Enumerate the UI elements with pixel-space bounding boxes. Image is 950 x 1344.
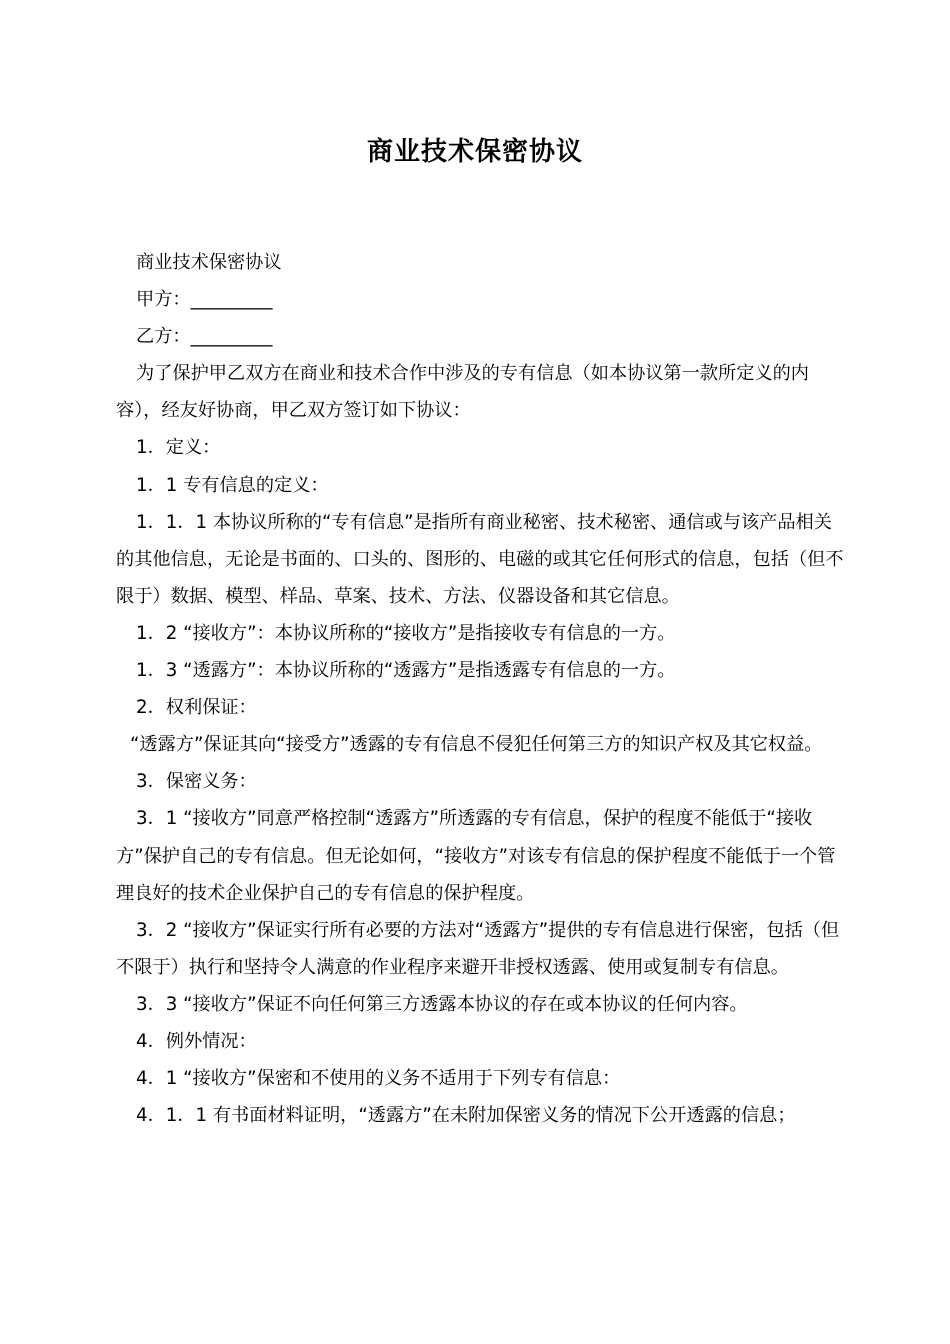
paragraph-section-2: 2．权利保证：	[136, 697, 257, 719]
paragraph-heading-repeat: 商业技术保密协议	[136, 252, 282, 273]
paragraph-party-b: 乙方：_________	[136, 326, 273, 348]
paragraph-section-3-1: 3．1 “接收方”同意严格控制“透露方”所透露的专有信息，保护的程度不能低于“接收方”保护自己的专有信息。但无论如何，“接收方”对该专有信息的保护程度不能低于一个管理良好的技术企业保护自己的专有信息的保护程度。	[116, 808, 836, 904]
document-body	[116, 244, 848, 1134]
paragraph-section-3-3: 3．3 “接收方”保证不向任何第三方透露本协议的存在或本协议的任何内容。	[136, 993, 748, 1015]
paragraph-section-3: 3．保密义务：	[136, 771, 257, 793]
paragraph-section-4-1: 4．1 “接收方”保密和不使用的义务不适用于下列专有信息：	[136, 1068, 621, 1090]
paragraph-section-2-body: “透露方”保证其向“接受方”透露的专有信息不侵犯任何第三方的知识产权及其它权益。	[130, 734, 823, 756]
paragraph-section-1: 1．定义：	[136, 437, 221, 459]
document-title: 商业技术保密协议	[366, 137, 583, 167]
paragraph-section-4-1-1: 4．1．1 有书面材料证明，“透露方”在未附加保密义务的情况下公开透露的信息；	[136, 1105, 796, 1127]
paragraph-section-4: 4．例外情况：	[136, 1030, 257, 1052]
paragraph-section-1-2: 1．2 “接收方”：本协议所称的“接收方”是指接收专有信息的一方。	[136, 622, 676, 644]
paragraph-section-1-3: 1．3 “透露方”：本协议所称的“透露方”是指透露专有信息的一方。	[136, 660, 676, 682]
paragraph-preamble: 为了保护甲乙双方在商业和技术合作中涉及的专有信息（如本协议第一款所定义的内容），经友好协商，甲乙双方签订如下协议：	[116, 363, 809, 422]
paragraph-section-1-1: 1．1 专有信息的定义：	[136, 474, 329, 496]
paragraph-section-3-2: 3．2 “接收方”保证实行所有必要的方法对“透露方”提供的专有信息进行保密，包括（但不限于）执行和坚持令人满意的作业程序来避开非授权透露、使用或复制专有信息。	[116, 919, 840, 978]
paragraph-party-a: 甲方：_________	[136, 289, 273, 311]
paragraph-section-1-1-1: 1．1．1 本协议所称的“专有信息”是指所有商业秘密、技术秘密、通信或与该产品相关的其他信息，无论是书面的、口头的、图形的、电磁的或其它任何形式的信息，包括（但不限于）数据、模型、样品、草案、技术、方法、仪器设备和其它信息。	[116, 511, 844, 607]
